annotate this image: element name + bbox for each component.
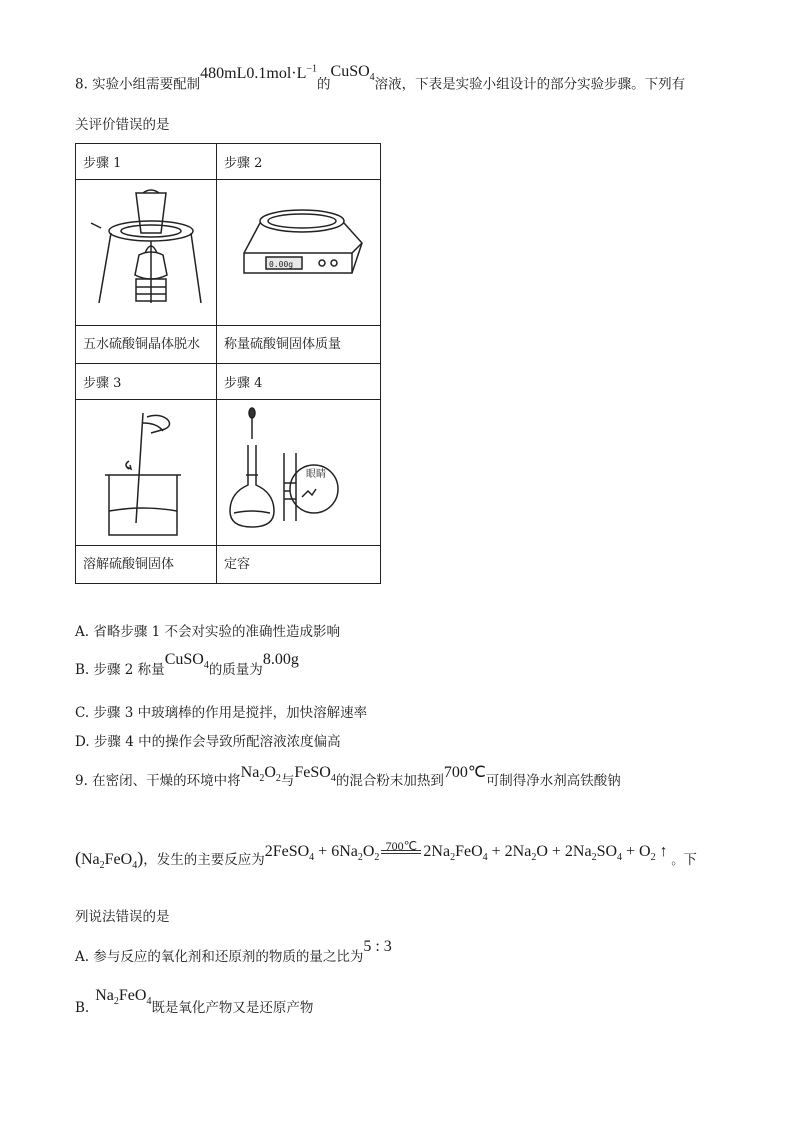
q9-after-paren: ，发生的主要反应为: [143, 852, 265, 868]
q9-prefix: 9. 在密闭、干燥的环境中将: [75, 773, 241, 789]
step1-image: [76, 180, 217, 326]
q8-cuso4: CuSO$_4$: [330, 63, 375, 84]
q8-stem-line2: 关评价错误的是: [75, 117, 170, 133]
step4-image: [217, 400, 381, 546]
q9-ratio: 5 : 3: [363, 938, 392, 955]
q9-yu: 与: [280, 773, 295, 789]
q9-paren-formula: $(Na_2FeO_4)$: [75, 848, 144, 872]
q8-option-b-prefix: B. 步骤 2 称量: [75, 662, 165, 678]
q9-option-b-suffix: 既是氧化产物又是还原产物: [151, 1000, 314, 1016]
q9-option-a: [75, 938, 392, 967]
step3-image: [76, 400, 217, 546]
flask-eye-label: 眼睛: [305, 468, 326, 480]
step3-caption: 溶解硫酸铜固体: [76, 546, 217, 584]
q8-option-b-mid: 的质量为: [208, 662, 263, 678]
step2-caption: 称量硫酸铜固体质量: [217, 326, 381, 364]
q8-de: 的: [317, 76, 331, 93]
q9-stem-line3: 列说法错误的是: [75, 909, 170, 925]
balance-reading: 0.00g: [268, 259, 293, 269]
q8-option-c: C. 步骤 3 中玻璃棒的作用是搅拌，加快溶解速率: [75, 705, 368, 721]
q9-stem-line2: $(Na_2FeO_4)$，发生的主要反应为2FeSO$_4$ + $6Na_2O_2$ 700℃ $2Na_2FeO_4 + 2Na_2O + 2Na_2SO_4 + O_2$ ↑ 。下: [75, 839, 697, 872]
q8-stem-line1: [75, 63, 686, 101]
step4-header: 步骤 4: [217, 364, 381, 400]
q9-equation: 2FeSO$_4$ + $6Na_2O_2$ 700℃ $2Na_2FeO_4 + 2Na_2O + 2Na_2SO_4 + O_2$ ↑: [264, 839, 668, 864]
q9-option-a-prefix: A. 参与反应的氧化剂和还原剂的物质的量之比为: [75, 949, 364, 965]
q9-temp: 700℃: [443, 764, 486, 781]
q9-na2o2: $Na_2O_2$: [240, 764, 281, 785]
heating-crucible-icon: [81, 183, 211, 323]
q9-option-b: [75, 987, 314, 1024]
step4-caption: 定容: [217, 546, 381, 584]
q8-option-b-value: 8.00g: [262, 651, 299, 668]
q8-option-a: A. 省略步骤 1 不会对实验的准确性造成影响: [75, 624, 341, 640]
step3-header: 步骤 3: [76, 364, 217, 400]
step1-header: 步骤 1: [76, 144, 217, 180]
q9-down: 下: [683, 852, 697, 868]
q8-stem-prefix: 8. 实验小组需要配制: [75, 76, 201, 93]
q8-concentration: $480mL0.1mol\cdot L^{-1}$: [200, 64, 318, 83]
q9-option-b-prefix: B.: [75, 1000, 90, 1016]
q8-stem-suffix: 溶液，下表是实验小组设计的部分实验步骤。下列有: [374, 76, 686, 93]
electronic-balance-icon: [224, 183, 374, 323]
q8-option-b-cuso4: CuSO$_4$: [164, 651, 209, 672]
q8-option-b: [75, 651, 299, 686]
steps-table: [75, 143, 381, 584]
q9-suffix: 可制得净水剂高铁酸钠: [485, 773, 621, 789]
q9-mid: 的混合粉末加热到: [335, 773, 444, 789]
step2-image: [217, 180, 381, 326]
volumetric-flask-icon: [224, 403, 374, 543]
q8-option-d: D. 步骤 4 中的操作会导致所配溶液浓度偏高: [75, 734, 341, 750]
stirring-beaker-icon: [81, 403, 211, 543]
q9-stem-line1: [75, 764, 621, 797]
q9-feso4: FeSO$_4$: [294, 764, 336, 785]
q9-option-b-formula: $Na_2FeO_4$: [95, 987, 152, 1008]
q9-eq-condition: 700℃: [385, 839, 418, 853]
step2-header: 步骤 2: [217, 144, 381, 180]
step1-caption: 五水硫酸铜晶体脱水: [76, 326, 217, 364]
